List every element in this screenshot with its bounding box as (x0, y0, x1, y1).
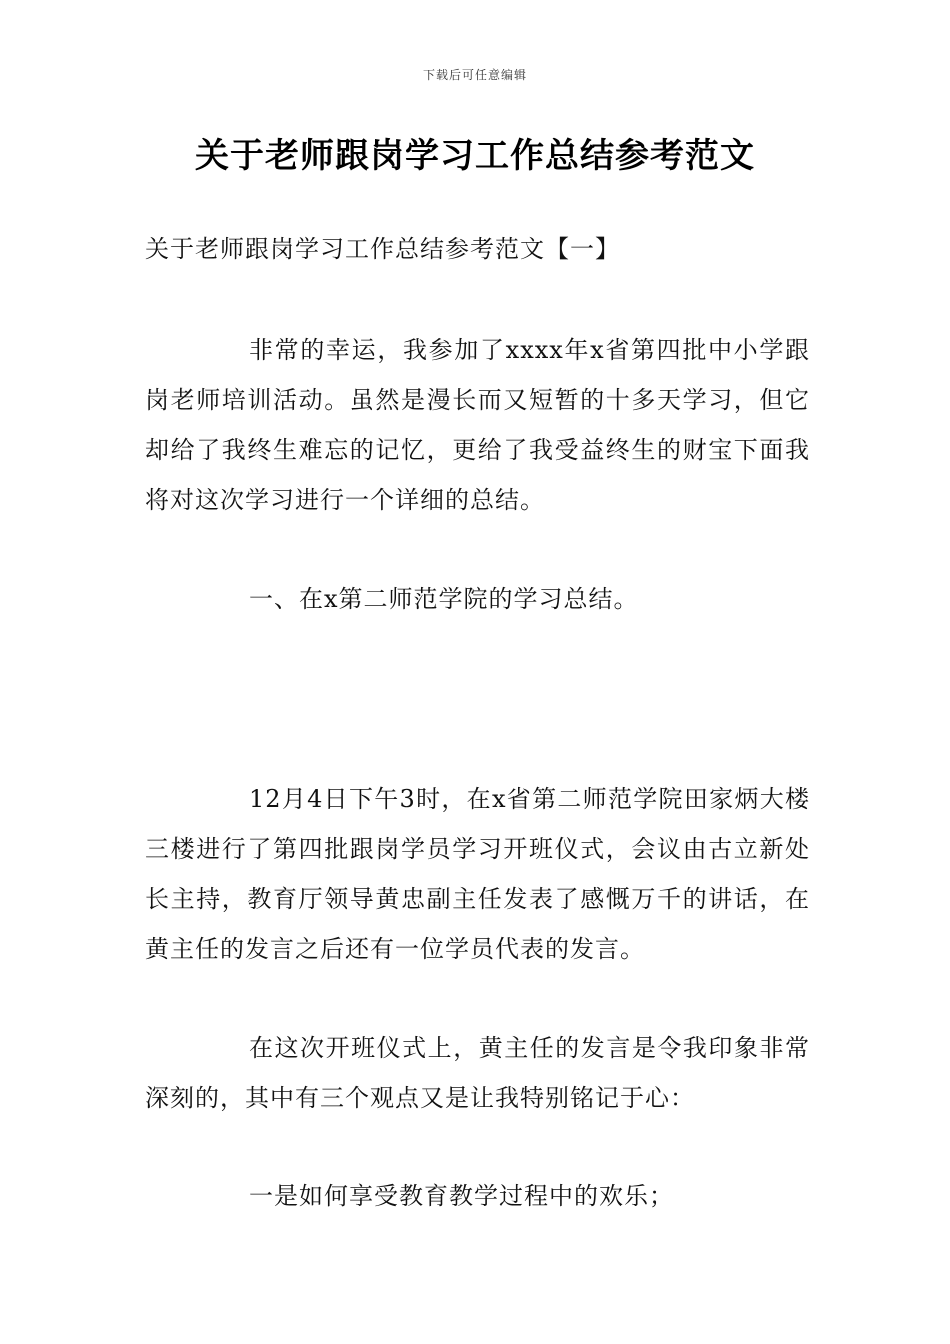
header-note: 下载后可任意编辑 (422, 68, 527, 82)
paragraph-impression: 在这次开班仪式上，黄主任的发言是令我印象非常深刻的，其中有三个观点又是让我特别铭记于心： (145, 1034, 810, 1112)
paragraph-point-one: 一是如何享受教育教学过程中的欢乐； (249, 1182, 674, 1210)
paragraph-heading-one: 一、在x第二师范学院的学习总结。 (249, 585, 639, 613)
paragraph-opening-ceremony: 12月4日下午3时，在x省第二师范学院田家炳大楼三楼进行了第四批跟岗学员学习开班仪式，会议由古立新处长主持，教育厅领导黄忠副主任发表了感慨万千的讲话，在黄主任的发言之后还有一位学员代表的发言。 (145, 785, 810, 963)
section-title: 关于老师跟岗学习工作总结参考范文【一】 (145, 235, 620, 263)
paragraph-intro: 非常的幸运，我参加了xxxx年x省第四批中小学跟岗老师培训活动。虽然是漫长而又短暂的十多天学习，但它却给了我终生难忘的记忆，更给了我受益终生的财宝下面我将对这次学习进行一个详细的总结。 (145, 336, 810, 514)
document-title: 关于老师跟岗学习工作总结参考范文 (195, 136, 755, 176)
